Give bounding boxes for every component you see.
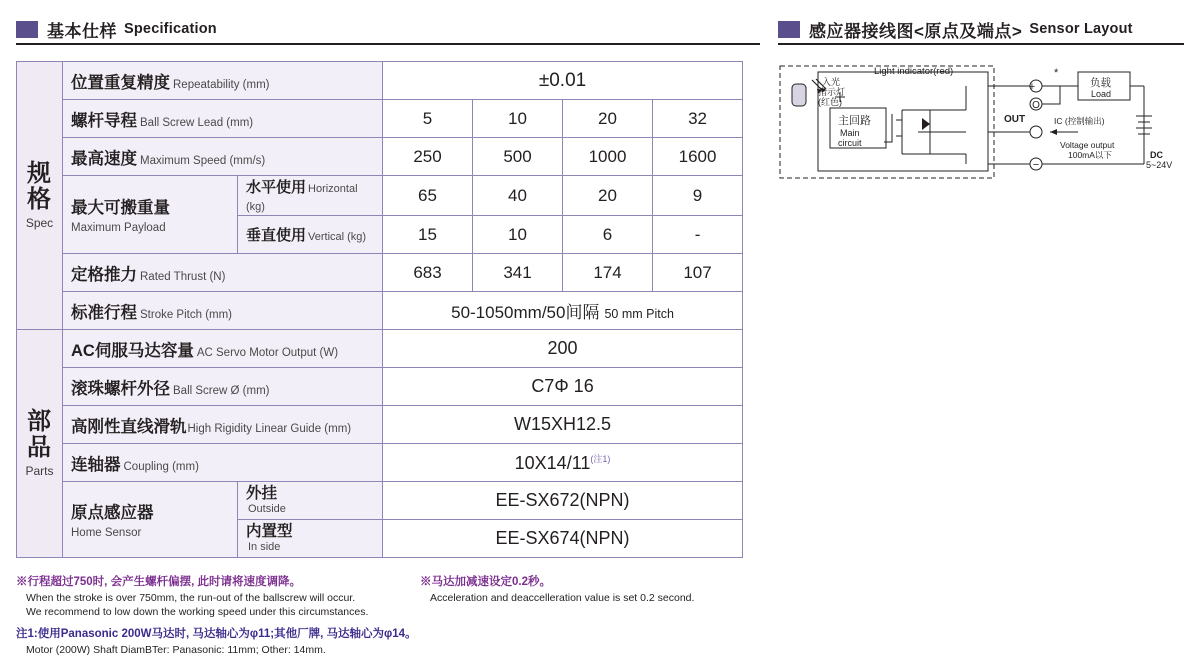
dc-range-label: 5~24V	[1146, 160, 1173, 170]
table-row	[17, 330, 743, 368]
row-label-outside-en: Outside	[248, 502, 286, 515]
value-max-speed-1: 250	[383, 138, 473, 176]
value-lead-2: 10	[473, 100, 563, 138]
row-label-motor-en: AC Servo Motor Output (W)	[196, 346, 339, 359]
table-row	[17, 62, 743, 100]
row-label-motor	[63, 330, 383, 368]
voltage-output-cn-label: 100mA以下	[1068, 150, 1112, 160]
purple-bar-icon	[16, 21, 38, 38]
value-outside: EE-SX672(NPN)	[383, 482, 743, 520]
sensor-header-rule	[778, 43, 1184, 45]
value-lead-4: 32	[653, 100, 743, 138]
value-coupling	[383, 444, 743, 482]
purple-bar-icon	[778, 21, 800, 38]
table-row	[17, 368, 743, 406]
spec-header-rule	[16, 43, 760, 45]
note-motor-shaft-en: Motor (200W) Shaft DiamBTer: Panasonic: 11mm; Other: 14mm.	[26, 643, 326, 656]
main-circuit-en-1: Main	[840, 128, 860, 138]
voltage-output-en-label: Voltage output	[1060, 140, 1115, 150]
dc-label: DC	[1150, 150, 1163, 160]
terminal-plus-label: +	[1028, 81, 1036, 93]
side-label-parts-cn: 部品	[27, 408, 52, 461]
note-acceleration-cn: ※马达加减速设定0.2秒。	[420, 576, 551, 588]
value-guide: W15XH12.5	[383, 406, 743, 444]
sensor-title-en: Sensor Layout	[1029, 21, 1133, 37]
row-label-ballscrew-en: Ball Screw Ø (mm)	[173, 384, 270, 397]
note-motor-shaft-cn: 注1:使用Panasonic 200W马达时, 马达轴心为φ11;其他厂牌, 马达轴心为φ14。	[16, 628, 417, 640]
row-label-payload	[63, 176, 238, 254]
row-label-stroke-cn: 标准行程	[71, 303, 137, 322]
row-label-guide	[63, 406, 383, 444]
light-indicator-cn-3: (红色)	[818, 97, 842, 107]
row-label-outside-cn: 外挂	[246, 485, 278, 503]
row-label-stroke	[63, 292, 383, 330]
row-label-max-speed-en: Maximum Speed (mm/s)	[140, 154, 266, 167]
value-thrust-4: 107	[653, 254, 743, 292]
row-label-ballscrew	[63, 368, 383, 406]
spec-title-cn: 基本仕样	[47, 21, 117, 41]
side-label-spec	[17, 62, 63, 330]
value-thrust-3: 174	[563, 254, 653, 292]
row-label-stroke-en: Stroke Pitch (mm)	[140, 308, 233, 321]
side-label-parts	[17, 330, 63, 558]
row-label-thrust	[63, 254, 383, 292]
note-motor-shaft	[16, 627, 716, 657]
row-label-payload-cn: 最大可搬重量	[71, 198, 170, 217]
sensor-wiring-diagram	[778, 58, 1186, 188]
row-label-vertical-cn: 垂直使用	[246, 227, 307, 244]
table-row	[17, 138, 743, 176]
load-cn-label: 负载	[1090, 77, 1111, 89]
row-label-repeatability	[63, 62, 383, 100]
load-en-label: Load	[1091, 89, 1112, 99]
row-label-lead	[63, 100, 383, 138]
row-label-inside-en: In side	[248, 540, 281, 553]
table-row	[17, 100, 743, 138]
note-acceleration-en: Acceleration and deaccelleration value is set 0.2 second.	[430, 591, 695, 604]
row-label-inside	[238, 520, 383, 558]
row-label-home-sensor	[63, 482, 238, 558]
row-label-thrust-cn: 定格推力	[71, 265, 137, 284]
side-label-parts-en: Parts	[25, 463, 54, 478]
value-max-speed-3: 1000	[563, 138, 653, 176]
note-stroke-warning-cn: ※行程超过750时, 会产生螺杆偏摆, 此时请将速度调降。	[16, 576, 301, 588]
row-label-horizontal-cn: 水平使用	[246, 179, 307, 196]
value-thrust-2: 341	[473, 254, 563, 292]
ic-label: IC (控制输出)	[1054, 116, 1105, 126]
value-lead-1: 5	[383, 100, 473, 138]
table-row	[17, 254, 743, 292]
value-stroke	[383, 292, 743, 330]
row-label-max-speed	[63, 138, 383, 176]
row-label-vertical	[238, 216, 383, 254]
spec-section-header	[16, 16, 217, 42]
light-indicator-en-label: Light indicator(red)	[874, 66, 954, 77]
row-label-coupling	[63, 444, 383, 482]
terminal-out-label: O	[1032, 100, 1040, 111]
side-label-spec-en: Spec	[25, 215, 54, 230]
note-stroke-warning-en-2: We recommend to low down the working speed under this circumstances.	[26, 605, 369, 618]
note-stroke-warning	[16, 575, 416, 619]
side-label-spec-cn: 规格	[27, 160, 52, 213]
light-indicator-cn-1: 入光	[822, 77, 841, 87]
value-lead-3: 20	[563, 100, 653, 138]
row-label-coupling-en: Coupling (mm)	[123, 460, 199, 473]
row-label-repeatability-cn: 位置重复精度	[71, 73, 170, 92]
row-label-horizontal-en: Horizontal (kg)	[246, 183, 358, 213]
main-circuit-cn-label: 主回路	[838, 115, 871, 127]
value-vertical-3: 6	[563, 216, 653, 254]
row-label-lead-en: Ball Screw Lead (mm)	[140, 116, 254, 129]
light-indicator-cn-2: 指示灯	[818, 87, 846, 97]
value-ballscrew: C7Φ 16	[383, 368, 743, 406]
value-horizontal-3: 20	[563, 176, 653, 216]
value-inside: EE-SX674(NPN)	[383, 520, 743, 558]
value-repeatability: ±0.01	[383, 62, 743, 100]
row-label-home-sensor-cn: 原点感应器	[71, 503, 154, 522]
terminal-minus-label: −	[1032, 159, 1040, 171]
value-vertical-1: 15	[383, 216, 473, 254]
value-max-speed-2: 500	[473, 138, 563, 176]
row-label-max-speed-cn: 最高速度	[71, 149, 137, 168]
value-coupling-text: 10X14/11	[514, 452, 591, 473]
value-horizontal-2: 40	[473, 176, 563, 216]
out-label: OUT	[1004, 114, 1026, 125]
row-label-lead-cn: 螺杆导程	[71, 111, 137, 130]
value-stroke-cn: 50-1050mm/50间隔	[451, 303, 600, 322]
table-row	[17, 176, 743, 216]
row-label-coupling-cn: 连轴器	[71, 455, 121, 474]
row-label-vertical-en: Vertical (kg)	[308, 231, 367, 243]
table-row	[17, 482, 743, 520]
value-coupling-note: (注1)	[590, 453, 611, 464]
row-label-ballscrew-cn: 滚珠螺杆外径	[71, 379, 170, 398]
row-label-horizontal	[238, 176, 383, 216]
table-row	[17, 444, 743, 482]
value-vertical-4: -	[653, 216, 743, 254]
row-label-motor-cn: AC伺服马达容量	[71, 341, 194, 360]
value-motor: 200	[383, 330, 743, 368]
row-label-repeatability-en: Repeatability (mm)	[173, 78, 270, 91]
row-label-outside	[238, 482, 383, 520]
row-label-guide-cn: 高刚性直线滑轨	[71, 417, 187, 436]
asterisk-label: *	[1054, 67, 1059, 79]
sensor-title-cn: 感应器接线图<原点及端点>	[809, 21, 1023, 41]
row-label-guide-en: High Rigidity Linear Guide (mm)	[187, 422, 352, 435]
value-max-speed-4: 1600	[653, 138, 743, 176]
main-circuit-en-2: circuit	[838, 138, 862, 148]
row-label-inside-cn: 内置型	[246, 523, 293, 541]
row-label-payload-en: Maximum Payload	[71, 221, 166, 234]
row-label-thrust-en: Rated Thrust (N)	[140, 270, 226, 283]
note-acceleration	[420, 575, 760, 605]
spec-title-en: Specification	[124, 21, 217, 37]
value-horizontal-4: 9	[653, 176, 743, 216]
value-thrust-1: 683	[383, 254, 473, 292]
table-row	[17, 406, 743, 444]
value-vertical-2: 10	[473, 216, 563, 254]
table-row	[17, 292, 743, 330]
value-horizontal-1: 65	[383, 176, 473, 216]
sensor-section-header	[778, 16, 1133, 42]
note-stroke-warning-en-1: When the stroke is over 750mm, the run-out of the ballscrew will occur.	[26, 591, 356, 604]
row-label-home-sensor-en: Home Sensor	[71, 526, 142, 539]
value-stroke-en: 50 mm Pitch	[604, 307, 674, 321]
specification-table	[16, 61, 743, 558]
